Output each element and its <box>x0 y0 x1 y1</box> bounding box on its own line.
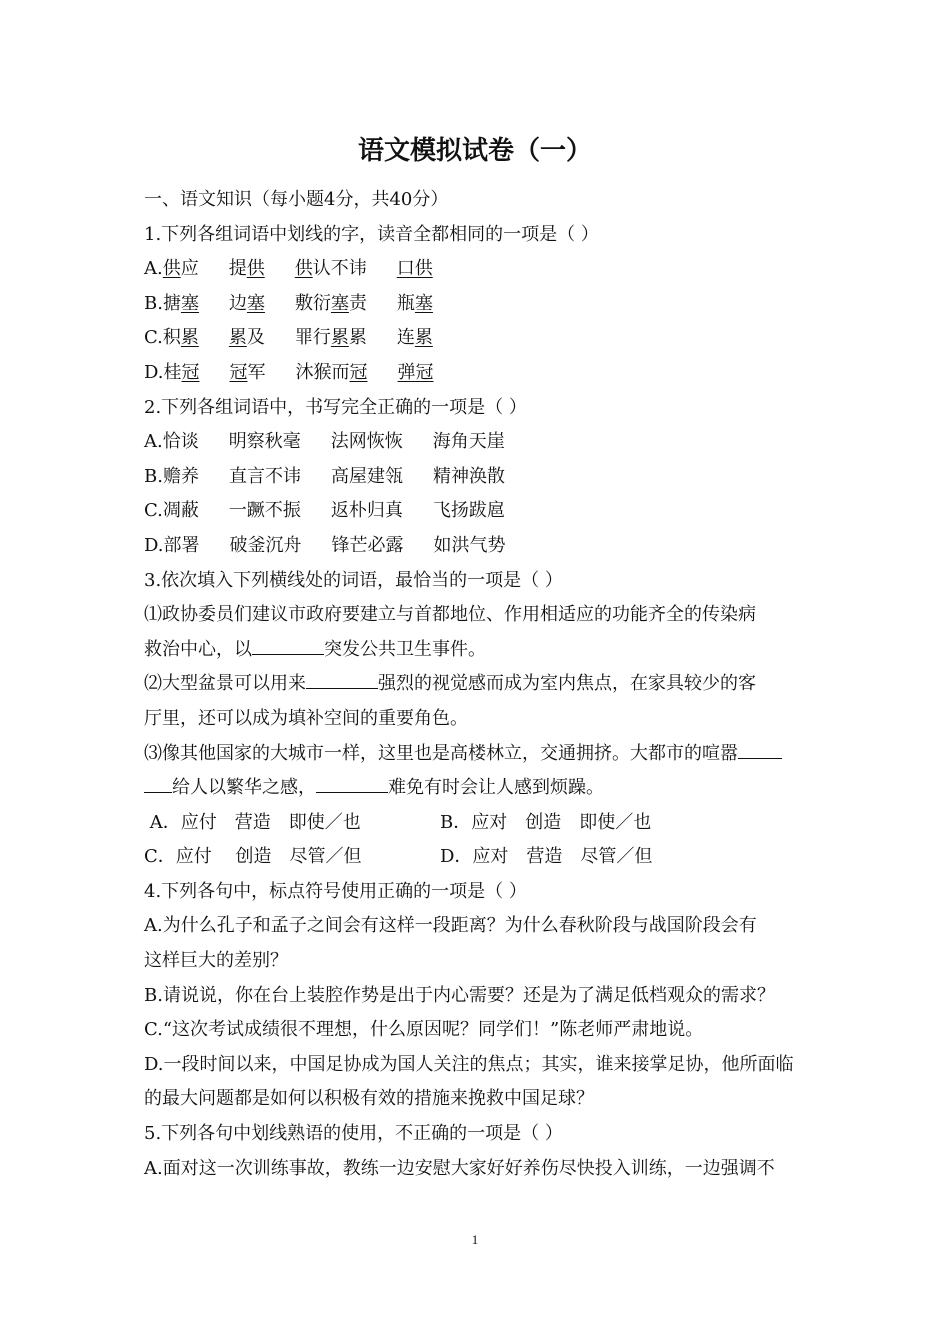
q3-options-cd: C．应付 创造 尽管／但 D．应对 营造 尽管／但 <box>144 846 653 868</box>
question-2-stem: 2.下列各组词语中，书写完全正确的一项是（ ） <box>144 396 527 418</box>
q4-option-d: D.一段时间以来，中国足协成为国人关注的焦点；其实，谁来接掌足协，他所面临 <box>144 1053 794 1075</box>
fill-blank <box>306 670 378 689</box>
q2-option-d: D.部署 破釜沉舟 锋芒必露 如洪气势 <box>144 534 506 556</box>
q2-option-a: A.恰谈 明察秋毫 法网恢恢 海角天崖 <box>144 431 505 453</box>
question-1-stem: 1.下列各组词语中划线的字，读音全都相同的一项是（ ） <box>144 223 599 245</box>
q2-option-b: B.赡养 直言不讳 高屋建瓴 精神涣散 <box>144 465 505 487</box>
q1-option-b: B.搪塞 边塞 敷衍塞责 瓶塞 <box>144 292 433 314</box>
q1-option-d: D.桂冠 冠军 沐猴而冠 弹冠 <box>144 361 434 383</box>
q4-option-c: C.“这次考试成绩很不理想，什么原因呢？同学们！”陈老师严肃地说。 <box>144 1019 704 1041</box>
q1-option-a: A.供应 提供 供认不讳 口供 <box>144 258 433 280</box>
q3-options-ab: A．应付 营造 即使／也 B．应对 创造 即使／也 <box>144 811 652 833</box>
q3-sentence-2-cont: 厅里，还可以成为填补空间的重要角色。 <box>144 707 468 729</box>
q3-sentence-3-cont: 给人以繁华之感， 难免有时会让人感到烦躁。 <box>144 771 814 806</box>
exam-content <box>144 183 814 1186</box>
page-title: 语文模拟试卷（一） <box>357 136 592 166</box>
fill-blank <box>316 774 388 793</box>
q2-option-c: C.凋蔽 一蹶不振 返朴归真 飞扬跋扈 <box>144 500 505 522</box>
fill-blank <box>252 636 324 655</box>
fill-blank <box>738 740 782 759</box>
q3-sentence-1-cont: 救治中心，以 突发公共卫生事件。 <box>144 633 814 668</box>
section-heading: 一、语文知识（每小题4分，共40分） <box>144 189 449 210</box>
q4-option-a: A.为什么孔子和孟子之间会有这样一段距离？为什么春秋阶段与战国阶段会有 <box>144 915 757 937</box>
q3-sentence-1: ⑴政协委员们建议市政府要建立与首都地位、作用相适应的功能齐全的传染病 <box>144 604 756 626</box>
page-number: 1 <box>471 1232 479 1247</box>
q4-option-d-cont: 的最大问题都是如何以积极有效的措施来挽救中国足球？ <box>144 1088 594 1110</box>
q5-option-a: A.面对这一次训练事故，教练一边安慰大家好好养伤尽快投入训练，一边强调不 <box>144 1157 775 1179</box>
q4-option-a-cont: 这样巨大的差别？ <box>144 950 288 972</box>
q4-option-b: B.请说说，你在台上装腔作势是出于内心需要？还是为了满足低档观众的需求？ <box>144 984 775 1006</box>
question-3-stem: 3.依次填入下列横线处的词语，最恰当的一项是（ ） <box>144 569 563 591</box>
question-4-stem: 4.下列各句中，标点符号使用正确的一项是（ ） <box>144 880 527 902</box>
question-5-stem: 5.下列各句中划线熟语的使用，不正确的一项是（ ） <box>144 1123 563 1145</box>
q3-sentence-2: ⑵大型盆景可以用来 强烈的视觉感而成为室内焦点，在家具较少的客 <box>144 667 814 702</box>
fill-blank <box>144 774 172 793</box>
q3-sentence-3: ⑶像其他国家的大城市一样，这里也是高楼林立，交通拥挤。大都市的喧嚣 <box>144 737 814 772</box>
q1-option-c: C.积累 累及 罪行累累 连累 <box>144 327 433 349</box>
